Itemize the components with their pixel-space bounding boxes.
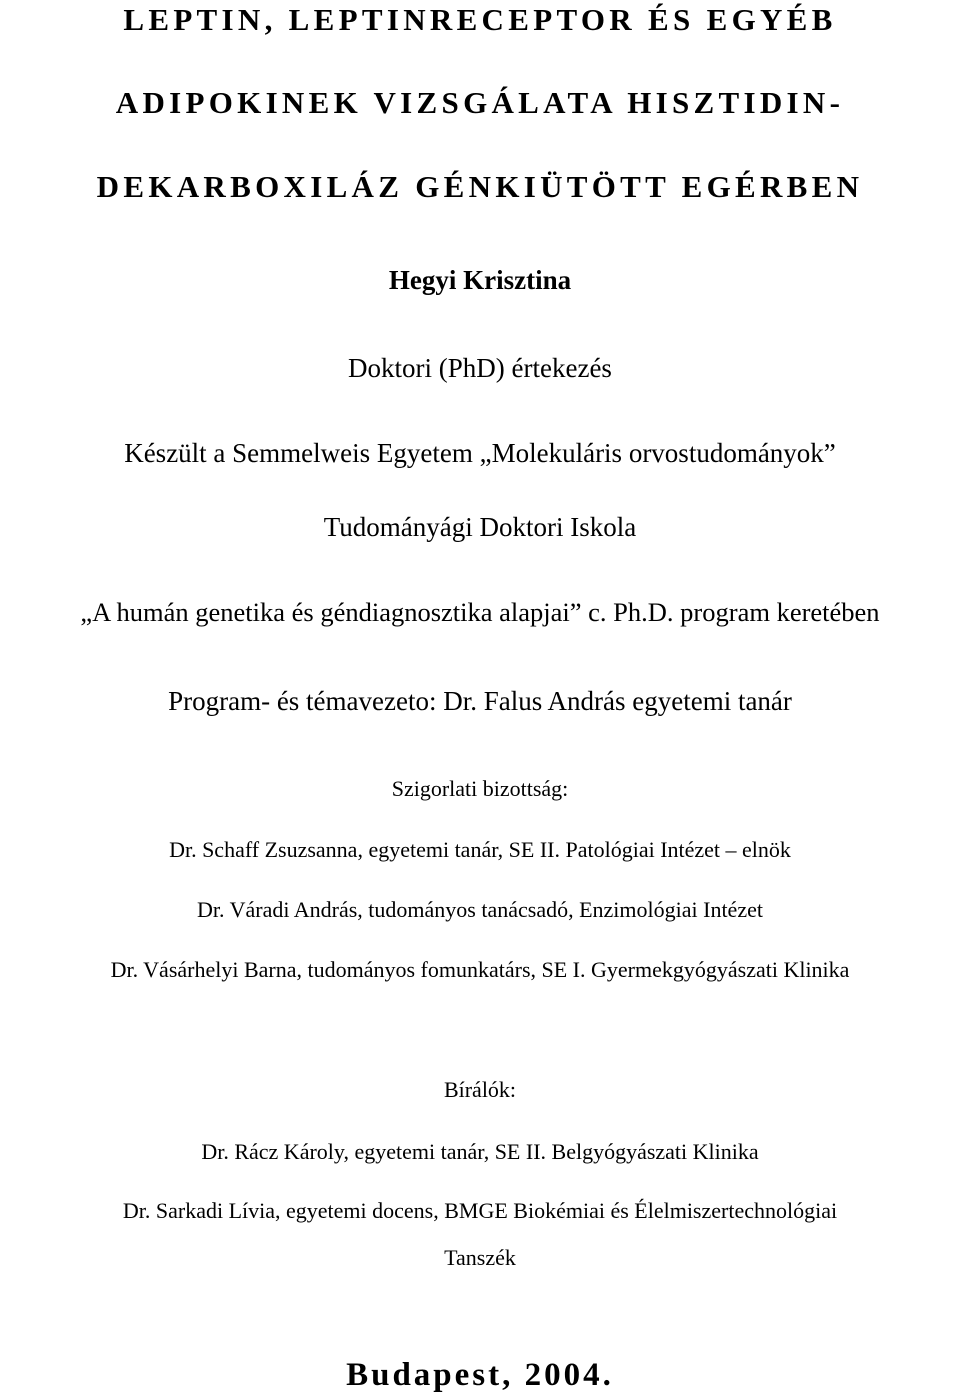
thesis-title-line-3: DEKARBOXILÁZ GÉNKIÜTÖTT EGÉRBEN [96,169,864,204]
affiliation-line-2: Tudományági Doktori Iskola [323,512,637,542]
reviewer-member: Dr. Rácz Károly, egyetemi tanár, SE II. Belgyógyászati Klinika [201,1139,759,1164]
affiliation-line-3: „A humán genetika és géndiagnosztika alapjai” c. Ph.D. program keretében [80,597,880,627]
thesis-title-line-2: ADIPOKINEK VIZSGÁLATA HISZTIDIN- [115,85,845,120]
place-and-date: Budapest, 2004. [346,1357,614,1393]
author-name: Hegyi Krisztina [388,265,572,295]
reviewer-member: Tanszék [444,1245,516,1270]
committee-member: Dr. Schaff Zsuzsanna, egyetemi tanár, SE II. Patológiai Intézet – elnök [169,837,791,862]
reviewers-heading: Bírálók: [443,1077,517,1102]
thesis-title-line-1: LEPTIN, LEPTINRECEPTOR ÉS EGYÉB [123,2,837,37]
supervisor: Program- és témavezeto: Dr. Falus András egyetemi tanár [168,686,792,716]
committee-heading: Szigorlati bizottság: [391,776,569,801]
committee-member: Dr. Váradi András, tudományos tanácsadó, Enzimológiai Intézet [197,897,763,922]
affiliation-line-1: Készült a Semmelweis Egyetem „Molekuláris orvostudományok” [124,438,836,468]
thesis-type: Doktori (PhD) értekezés [348,353,612,383]
committee-member: Dr. Vásárhelyi Barna, tudományos fomunkatárs, SE I. Gyermekgyógyászati Klinika [110,957,850,982]
reviewer-member: Dr. Sarkadi Lívia, egyetemi docens, BMGE Biokémiai és Élelmiszertechnológiai [122,1198,838,1223]
